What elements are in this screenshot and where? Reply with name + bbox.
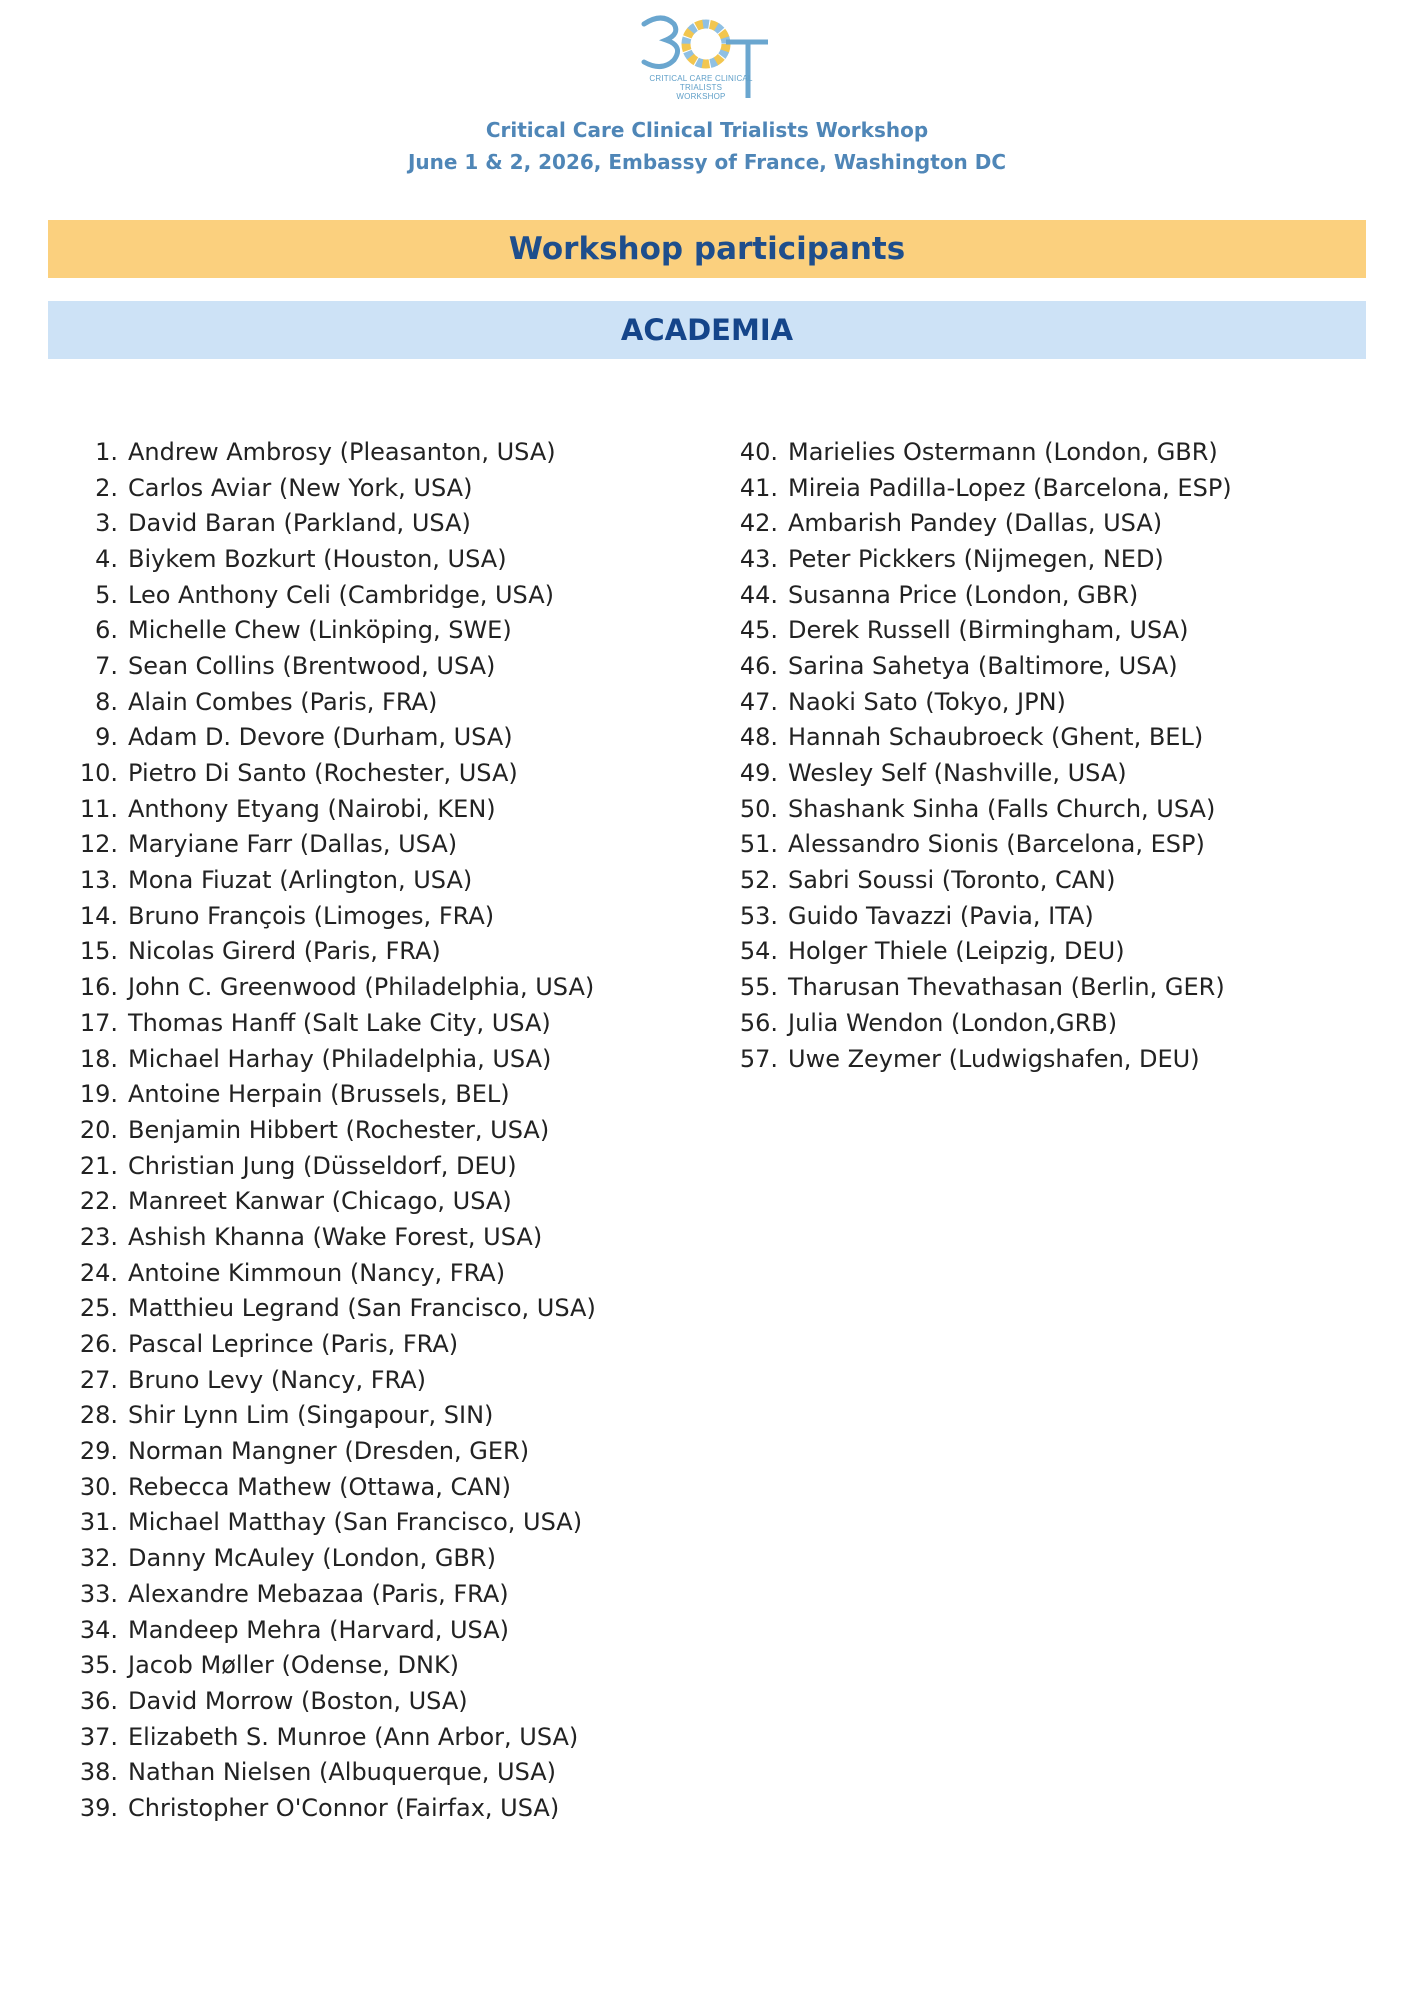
participant-item [720, 470, 1232, 506]
participant-name: Elizabeth S. Munroe (Ann Arbor, USA) [128, 1722, 579, 1751]
participant-name: Danny McAuley (London, GBR) [128, 1544, 496, 1573]
participant-number: 26. [79, 1330, 118, 1359]
participant-item [720, 791, 1232, 827]
participant-item [720, 934, 1232, 970]
participant-name: John C. Greenwood (Philadelphia, USA) [128, 973, 595, 1002]
participant-number: 54. [739, 937, 778, 966]
participant-name: Derek Russell (Birmingham, USA) [788, 616, 1189, 645]
participant-item [60, 1041, 596, 1077]
participant-list-left [60, 434, 596, 1826]
participant-item [60, 1540, 596, 1576]
participant-name: Alexandre Mebazaa (Paris, FRA) [128, 1579, 509, 1608]
participant-name: Norman Mangner (Dresden, GER) [128, 1437, 530, 1466]
participant-name: Benjamin Hibbert (Rochester, USA) [128, 1115, 550, 1144]
participant-number: 27. [79, 1365, 118, 1394]
participant-item [60, 827, 596, 863]
participant-name: Holger Thiele (Leipzig, DEU) [788, 937, 1125, 966]
participant-name: Sarina Sahetya (Baltimore, USA) [788, 651, 1178, 680]
participant-item [60, 1183, 596, 1219]
participant-number: 39. [79, 1793, 118, 1822]
participant-item [720, 862, 1232, 898]
participant-name: Biykem Bozkurt (Houston, USA) [128, 544, 507, 573]
participant-number: 53. [739, 901, 778, 930]
participant-name: Manreet Kanwar (Chicago, USA) [128, 1187, 512, 1216]
participant-name: Christopher O'Connor (Fairfax, USA) [128, 1793, 560, 1822]
participant-item [60, 1326, 596, 1362]
participant-number: 17. [79, 1008, 118, 1037]
participant-name: Shir Lynn Lim (Singapour, SIN) [128, 1401, 494, 1430]
participant-name: David Baran (Parkland, USA) [128, 509, 471, 538]
section-banner-label: ACADEMIA [620, 313, 794, 347]
participant-item [60, 755, 596, 791]
participant-number: 7. [95, 651, 118, 680]
participant-item [60, 1148, 596, 1184]
participant-number: 42. [739, 509, 778, 538]
participant-number: 14. [79, 901, 118, 930]
participant-number: 37. [79, 1722, 118, 1751]
participant-number: 22. [79, 1187, 118, 1216]
participants-banner [48, 220, 1366, 278]
participant-item [60, 1433, 596, 1469]
participant-number: 5. [95, 580, 118, 609]
participant-number: 45. [739, 616, 778, 645]
participant-item [60, 791, 596, 827]
participant-name: Andrew Ambrosy (Pleasanton, USA) [128, 437, 556, 466]
participant-name: Susanna Price (London, GBR) [788, 580, 1139, 609]
participant-number: 38. [79, 1758, 118, 1787]
participant-name: David Morrow (Boston, USA) [128, 1686, 468, 1715]
participant-name: Bruno François (Limoges, FRA) [128, 901, 495, 930]
participant-name: Matthieu Legrand (San Francisco, USA) [128, 1294, 596, 1323]
participant-number: 15. [79, 937, 118, 966]
participant-item [60, 505, 596, 541]
participant-item [720, 684, 1232, 720]
participant-name: Guido Tavazzi (Pavia, ITA) [788, 901, 1094, 930]
participant-item [720, 720, 1232, 756]
participant-number: 25. [79, 1294, 118, 1323]
participant-number: 41. [739, 473, 778, 502]
workshop-title: Critical Care Clinical Trialists Workshop [485, 118, 929, 142]
participant-number: 47. [739, 687, 778, 716]
participant-number: 52. [739, 866, 778, 895]
workshop-subtitle: June 1 & 2, 2026, Embassy of France, Washington DC [407, 150, 1007, 174]
participant-item [720, 577, 1232, 613]
participant-item [60, 862, 596, 898]
participant-item [60, 898, 596, 934]
logo-text-line: TRIALISTS [679, 83, 723, 92]
participant-number: 28. [79, 1401, 118, 1430]
participant-number: 43. [739, 544, 778, 573]
participant-number: 23. [79, 1222, 118, 1251]
participant-list-right [720, 434, 1232, 1076]
participant-name: Marielies Ostermann (London, GBR) [788, 437, 1218, 466]
participant-item [60, 1005, 596, 1041]
participant-name: Hannah Schaubroeck (Ghent, BEL) [788, 723, 1204, 752]
participant-name: Peter Pickkers (Nijmegen, NED) [788, 544, 1164, 573]
participant-item [60, 1219, 596, 1255]
participant-item [60, 934, 596, 970]
participant-name: Alessandro Sionis (Barcelona, ESP) [788, 830, 1205, 859]
participant-item [720, 434, 1232, 470]
participant-name: Maryiane Farr (Dallas, USA) [128, 830, 458, 859]
logo-text [646, 74, 756, 101]
participant-number: 30. [79, 1472, 118, 1501]
participant-item [60, 470, 596, 506]
participant-item [720, 898, 1232, 934]
participant-item [60, 1112, 596, 1148]
participant-number: 48. [739, 723, 778, 752]
participant-item [60, 969, 596, 1005]
participant-number: 32. [79, 1544, 118, 1573]
participant-item [720, 505, 1232, 541]
participant-number: 19. [79, 1080, 118, 1109]
participant-number: 6. [95, 616, 118, 645]
participant-name: Adam D. Devore (Durham, USA) [128, 723, 513, 752]
participant-name: Mona Fiuzat (Arlington, USA) [128, 866, 473, 895]
participant-name: Antoine Kimmoun (Nancy, FRA) [128, 1258, 506, 1287]
participant-name: Christian Jung (Düsseldorf, DEU) [128, 1151, 517, 1180]
participant-item [60, 577, 596, 613]
participant-item [720, 1041, 1232, 1077]
participant-item [720, 648, 1232, 684]
participant-item [60, 720, 596, 756]
participant-name: Nicolas Girerd (Paris, FRA) [128, 937, 441, 966]
participant-number: 2. [95, 473, 118, 502]
participant-item [60, 541, 596, 577]
participants-banner-label: Workshop participants [508, 231, 906, 267]
participant-number: 9. [95, 723, 118, 752]
participant-number: 20. [79, 1115, 118, 1144]
participant-item [60, 434, 596, 470]
participant-item [720, 969, 1232, 1005]
participant-item [60, 648, 596, 684]
participant-number: 16. [79, 973, 118, 1002]
participant-number: 44. [739, 580, 778, 609]
participant-item [60, 612, 596, 648]
participant-name: Rebecca Mathew (Ottawa, CAN) [128, 1472, 512, 1501]
participant-name: Alain Combes (Paris, FRA) [128, 687, 438, 716]
participant-name: Wesley Self (Nashville, USA) [788, 759, 1127, 788]
participant-item [60, 684, 596, 720]
participant-name: Antoine Herpain (Brussels, BEL) [128, 1080, 510, 1109]
participant-number: 3. [95, 509, 118, 538]
participant-name: Michael Matthay (San Francisco, USA) [128, 1508, 583, 1537]
participant-name: Tharusan Thevathasan (Berlin, GER) [788, 973, 1225, 1002]
participant-name: Naoki Sato (Tokyo, JPN) [788, 687, 1066, 716]
participant-number: 29. [79, 1437, 118, 1466]
participant-name: Nathan Nielsen (Albuquerque, USA) [128, 1758, 557, 1787]
participant-name: Mandeep Mehra (Harvard, USA) [128, 1615, 509, 1644]
participant-number: 50. [739, 794, 778, 823]
participant-number: 31. [79, 1508, 118, 1537]
participant-number: 34. [79, 1615, 118, 1644]
participant-item [720, 612, 1232, 648]
participant-name: Ambarish Pandey (Dallas, USA) [788, 509, 1163, 538]
logo-text-line: CRITICAL CARE CLINICAL [649, 74, 753, 83]
participant-name: Shashank Sinha (Falls Church, USA) [788, 794, 1216, 823]
participant-number: 57. [739, 1044, 778, 1073]
participant-number: 33. [79, 1579, 118, 1608]
participant-item [60, 1576, 596, 1612]
participant-name: Sabri Soussi (Toronto, CAN) [788, 866, 1116, 895]
participant-name: Sean Collins (Brentwood, USA) [128, 651, 496, 680]
participant-name: Jacob Møller (Odense, DNK) [128, 1651, 460, 1680]
participant-item [60, 1790, 596, 1826]
participant-number: 13. [79, 866, 118, 895]
participant-item [60, 1719, 596, 1755]
participant-number: 18. [79, 1044, 118, 1073]
participant-name: Michelle Chew (Linköping, SWE) [128, 616, 512, 645]
participant-name: Mireia Padilla-Lopez (Barcelona, ESP) [788, 473, 1232, 502]
participant-name: Julia Wendon (London,GRB) [788, 1008, 1118, 1037]
participant-name: Bruno Levy (Nancy, FRA) [128, 1365, 426, 1394]
participant-item [720, 541, 1232, 577]
logo-text-line: WORKSHOP [676, 92, 726, 101]
participant-item [60, 1362, 596, 1398]
participant-item [720, 1005, 1232, 1041]
participant-name: Anthony Etyang (Nairobi, KEN) [128, 794, 496, 823]
section-banner [48, 301, 1366, 359]
participant-item [60, 1076, 596, 1112]
participant-item [60, 1754, 596, 1790]
participant-item [60, 1612, 596, 1648]
participant-number: 24. [79, 1258, 118, 1287]
participant-name: Leo Anthony Celi (Cambridge, USA) [128, 580, 554, 609]
participant-name: Pascal Leprince (Paris, FRA) [128, 1330, 459, 1359]
participant-number: 35. [79, 1651, 118, 1680]
participant-number: 36. [79, 1686, 118, 1715]
participant-item [720, 827, 1232, 863]
participant-number: 10. [79, 759, 118, 788]
participant-number: 49. [739, 759, 778, 788]
participant-number: 46. [739, 651, 778, 680]
participant-number: 12. [79, 830, 118, 859]
participant-item [60, 1505, 596, 1541]
participant-name: Carlos Aviar (New York, USA) [128, 473, 473, 502]
participant-name: Thomas Hanff (Salt Lake City, USA) [128, 1008, 551, 1037]
participant-number: 8. [95, 687, 118, 716]
participant-name: Ashish Khanna (Wake Forest, USA) [128, 1222, 543, 1251]
participant-number: 11. [79, 794, 118, 823]
participant-name: Pietro Di Santo (Rochester, USA) [128, 759, 518, 788]
participant-item [60, 1291, 596, 1327]
participant-number: 51. [739, 830, 778, 859]
participant-item [60, 1255, 596, 1291]
participant-number: 56. [739, 1008, 778, 1037]
participant-number: 4. [95, 544, 118, 573]
participant-name: Michael Harhay (Philadelphia, USA) [128, 1044, 552, 1073]
participant-item [60, 1469, 596, 1505]
participant-item [60, 1398, 596, 1434]
participant-number: 1. [95, 437, 118, 466]
participant-number: 21. [79, 1151, 118, 1180]
participant-item [60, 1683, 596, 1719]
participant-number: 40. [739, 437, 778, 466]
participant-number: 55. [739, 973, 778, 1002]
participant-item [60, 1647, 596, 1683]
participant-item [720, 755, 1232, 791]
participant-name: Uwe Zeymer (Ludwigshafen, DEU) [788, 1044, 1200, 1073]
